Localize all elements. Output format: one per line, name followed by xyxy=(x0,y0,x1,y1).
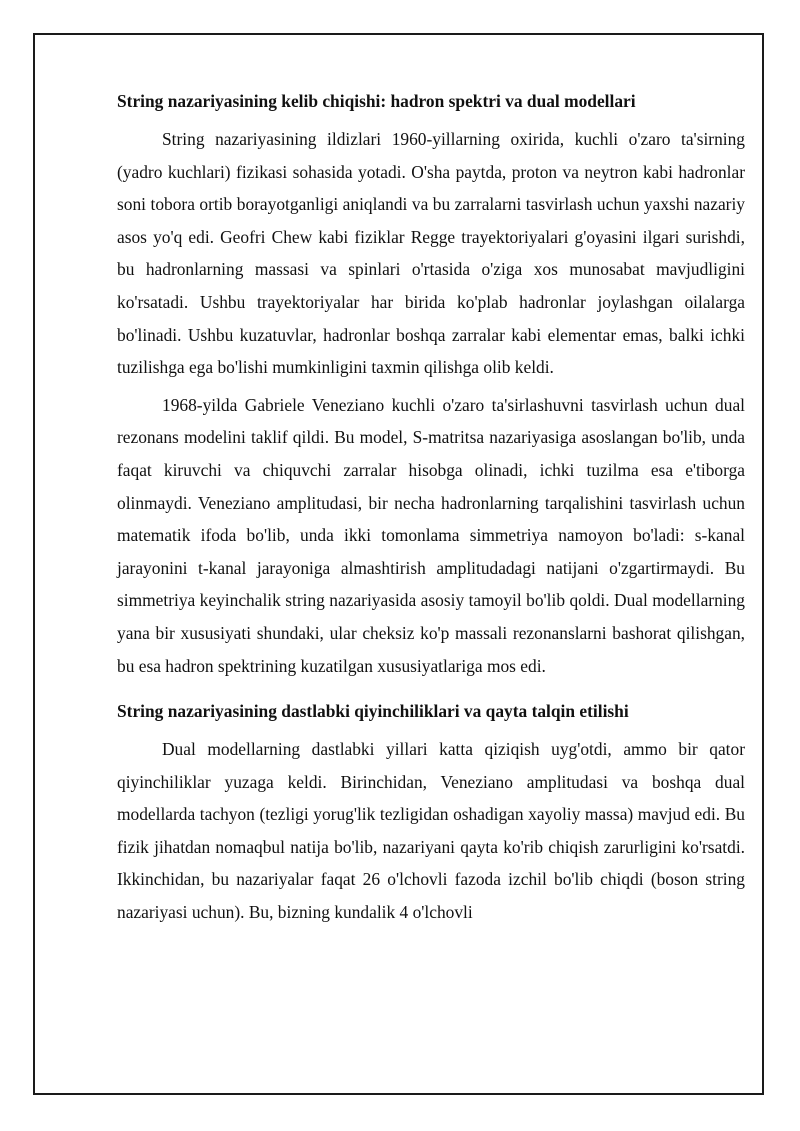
section-heading-origins: String nazariyasining kelib chiqishi: hadron spektri va dual modellari xyxy=(117,91,636,111)
paragraph-origins-2: 1968-yilda Gabriele Veneziano kuchli o'zaro ta'sirlashuvni tasvirlash uchun dual rezonans modelini taklif qildi. Bu model, S-matritsa nazariyasiga asoslangan bo'lib, unda faqat kiruvchi va chiquvchi zarralar hisobga olinadi, ichki tuzilma esa e'tiborga olinmaydi. Veneziano amplitudasi, bir necha hadronlarning tarqalishini tasvirlash uchun matematik ifoda bo'lib, unda ikki tomonlama simmetriya namoyon bo'ladi: s-kanal jarayonini t-kanal jarayoniga almashtirish amplitudadagi natijani o'zgartirmaydi. Bu simmetriya keyinchalik string nazariyasida asosiy tamoyil bo'lib qoldi. Dual modellarning yana bir xususiyati shundaki, ular cheksiz ko'p massali rezonanslarni bashorat qilishgan, bu esa hadron spektrining kuzatilgan xususiyatlariga mos edi. xyxy=(117,394,745,676)
section-heading-difficulties: String nazariyasining dastlabki qiyinchiliklari va qayta talqin etilishi xyxy=(117,701,629,722)
page-frame xyxy=(33,33,764,1095)
document-body xyxy=(117,90,745,934)
paragraph-origins-1: String nazariyasining ildizlari 1960-yillarning oxirida, kuchli o'zaro ta'sirning (yadro kuchlari) fizikasi sohasida yotadi. O'sha paytda, proton va neytron kabi hadronlar soni tobora ortib borayotganligi aniqlandi va bu zarralarni tasvirlash uchun yaxshi nazariy asos yo'q edi. Geofri Chew kabi fiziklar Regge trayektoriyalari g'oyasini ilgari surishdi, bu hadronlarning massasi va spinlari o'rtasida o'ziga xos munosabat mavjudligini ko'rsatadi. Ushbu trayektoriyalar har birida ko'plab hadronlar joylashgan oilalarga bo'linadi. Ushbu kuzatuvlar, hadronlar boshqa zarralar kabi elementar emas, balki ichki tuzilishga ega bo'lishi mumkinligini taxmin qilishga olib keldi. xyxy=(117,129,745,378)
paragraph-difficulties-1: Dual modellarning dastlabki yillari katta qiziqish uyg'otdi, ammo bir qator qiyinchiliklar yuzaga keldi. Birinchidan, Veneziano amplitudasi va boshqa dual modellarda tachyon (tezligi yorug'lik tezligidan oshadigan xayoliy massa) mavjud edi. Bu fizik jihatdan nomaqbul natija bo'lib, nazariyani qayta ko'rib chiqish zarurligini ko'rsatdi. Ikkinchidan, bu nazariyalar faqat 26 o'lchovli fazoda izchil bo'lib chiqdi (boson string nazariyasi uchun). Bu, bizning kundalik 4 o'lchovli xyxy=(117,739,745,923)
